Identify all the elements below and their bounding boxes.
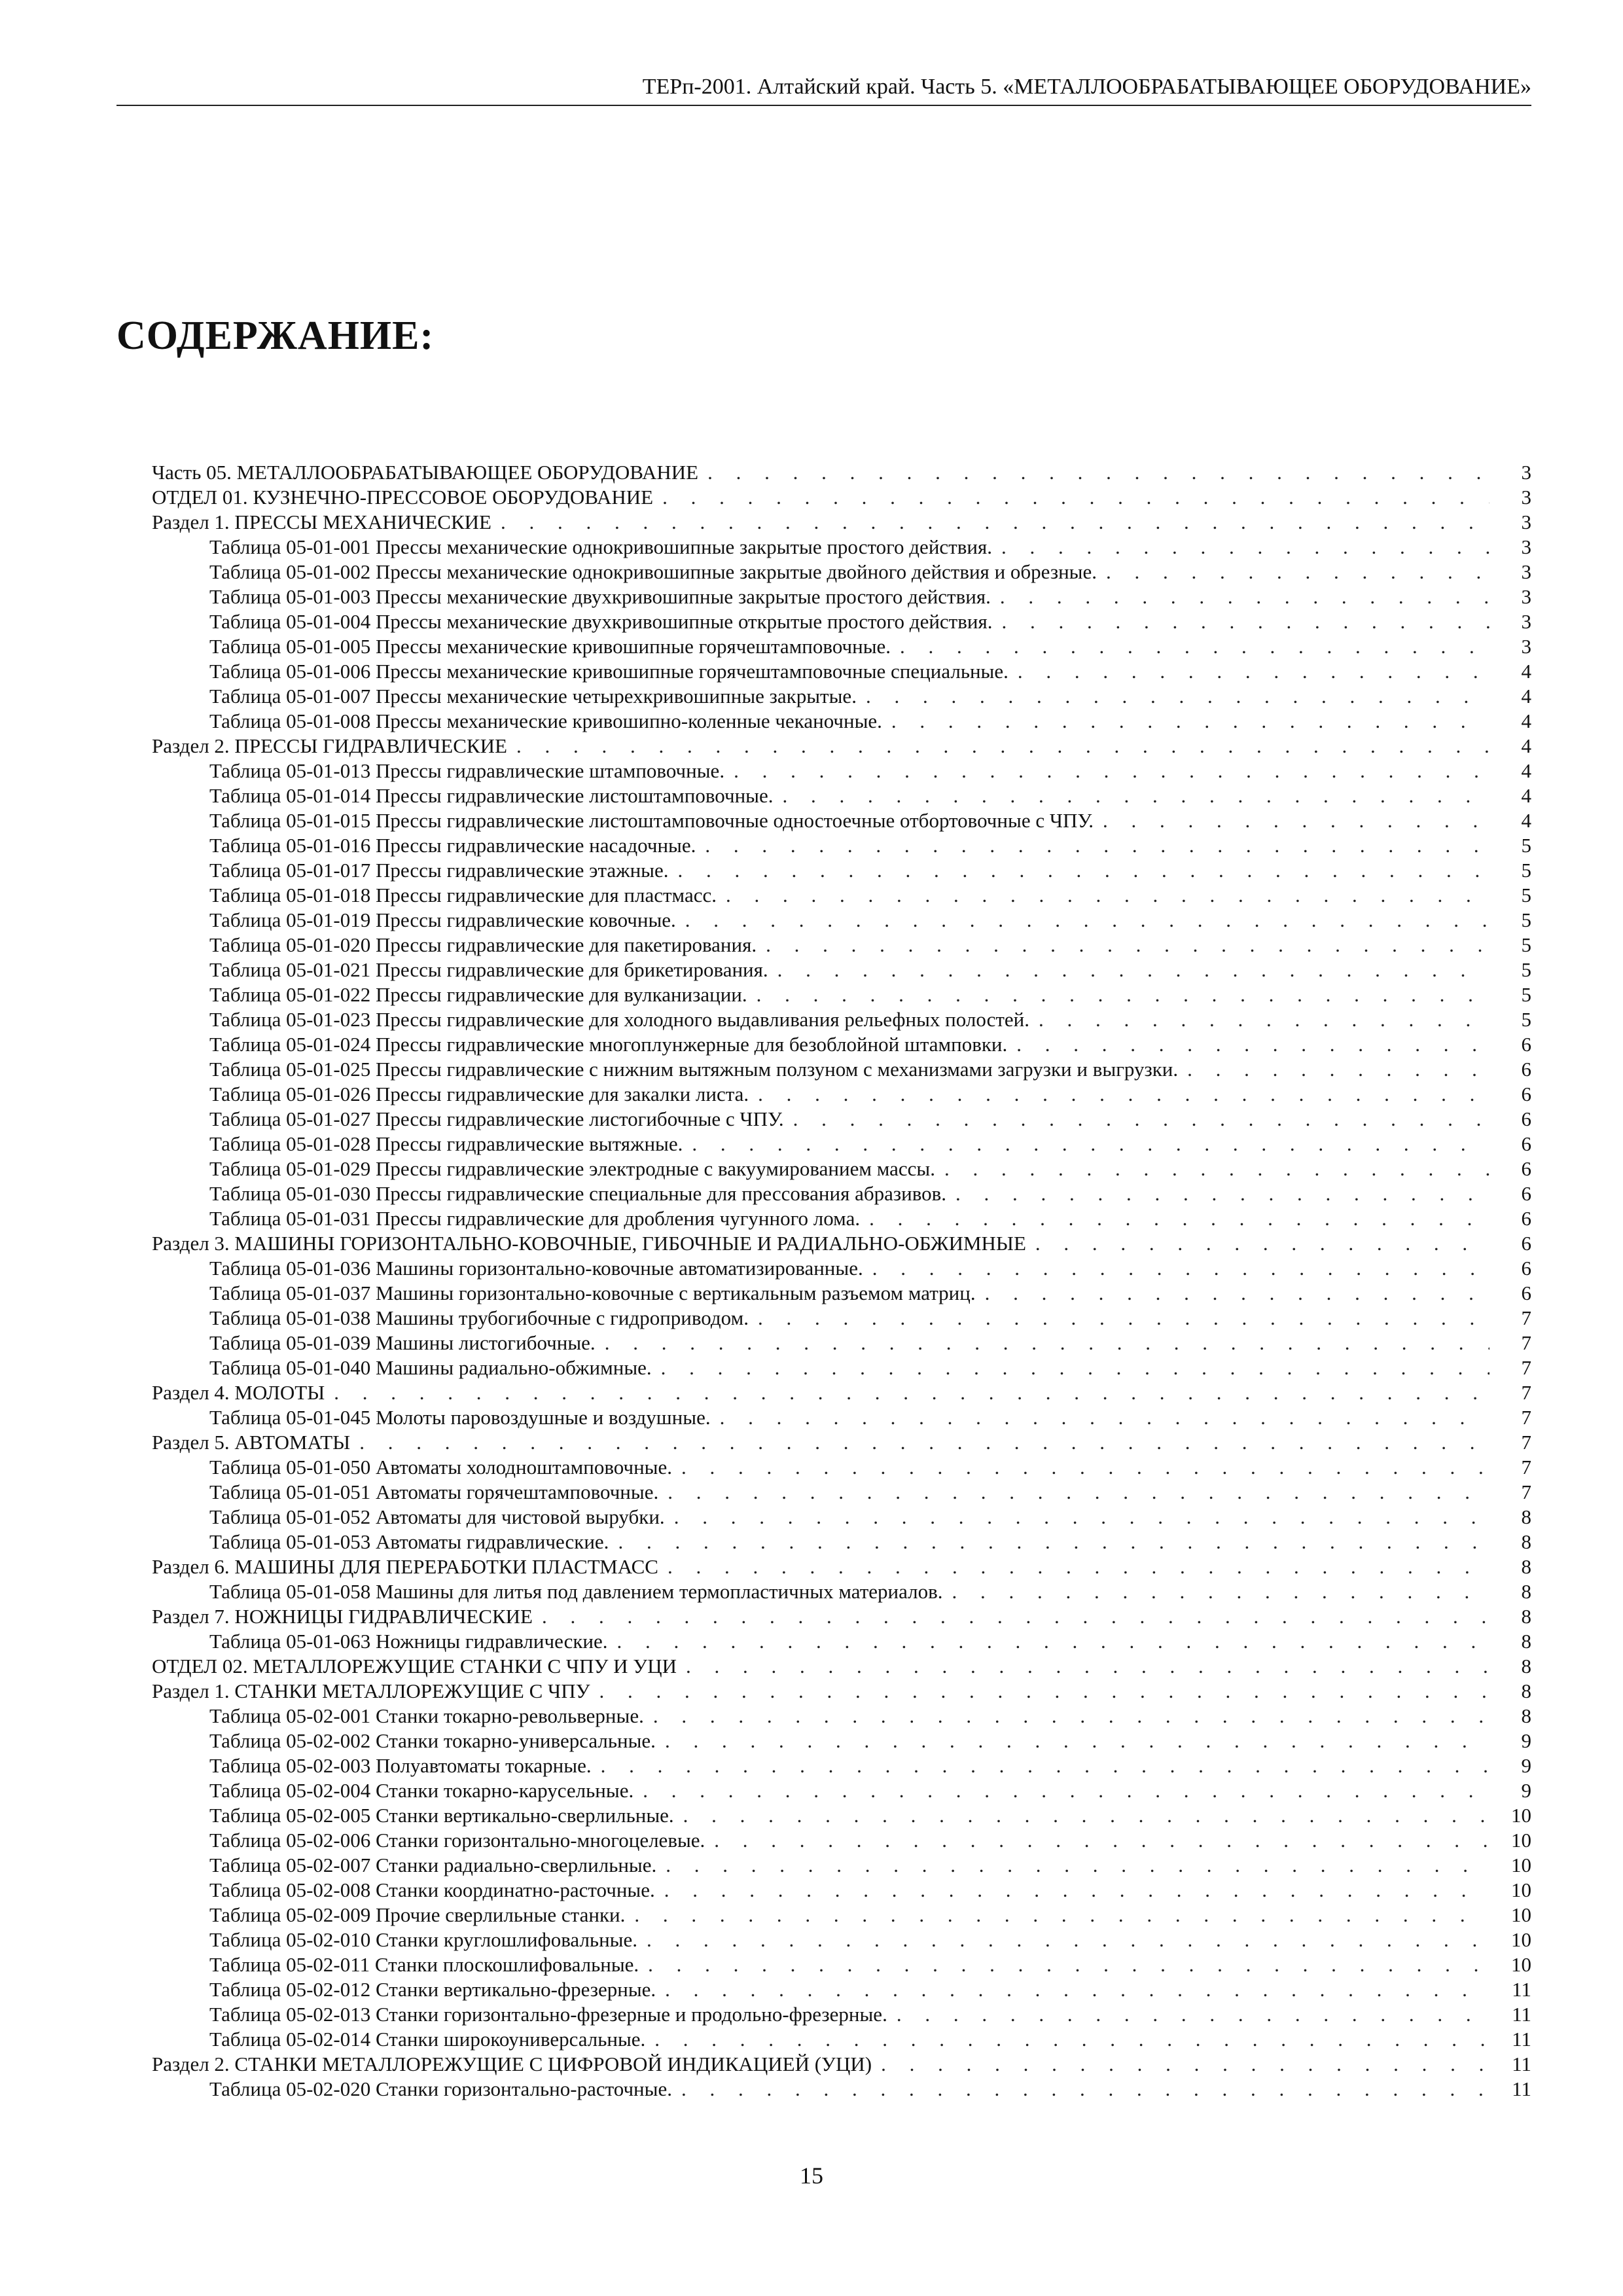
toc-entry-title: Таблица 05-01-015 Прессы гидравлические листоштамповочные одностоечные отбортовочные с ЧПУ.: [209, 809, 1094, 832]
toc-dot-leader: [542, 1604, 1489, 1629]
toc-entry-page: 4: [1521, 809, 1531, 832]
toc-dot-leader: [726, 883, 1489, 908]
toc-dot-leader: [952, 1579, 1489, 1604]
toc-entry-page: 5: [1521, 908, 1531, 931]
toc-entry-title: Таблица 05-01-051 Автоматы горячештамповочные.: [209, 1480, 659, 1503]
toc-entry-table[interactable]: [152, 709, 1531, 734]
toc-entry-title: Таблица 05-01-007 Прессы механические четырехкривошипные закрытые.: [209, 685, 857, 708]
toc-entry-title: Раздел 7. НОЖНИЦЫ ГИДРАВЛИЧЕСКИЕ: [152, 1605, 533, 1628]
toc-dot-leader: [757, 982, 1489, 1007]
toc-dot-leader: [881, 2052, 1489, 2077]
toc-dot-leader: [692, 1132, 1489, 1157]
toc-entry-title: Раздел 1. ПРЕССЫ МЕХАНИЧЕСКИЕ: [152, 511, 491, 533]
toc-dot-leader: [359, 1430, 1489, 1455]
toc-entry-table[interactable]: [152, 634, 1531, 659]
toc-entry-page: 8: [1521, 1655, 1531, 1677]
toc-dot-leader: [714, 1828, 1489, 1853]
toc-entry-page: 6: [1521, 1207, 1531, 1230]
table-of-contents: [152, 460, 1531, 2102]
toc-entry-table[interactable]: [152, 759, 1531, 783]
toc-entry-page: 4: [1521, 784, 1531, 807]
toc-entry-table[interactable]: [152, 1256, 1531, 1281]
toc-entry-page: 10: [1511, 1878, 1531, 1901]
toc-entry-title: Раздел 2. СТАНКИ МЕТАЛЛОРЕЖУЩИЕ С ЦИФРОВОЙ ИНДИКАЦИЕЙ (УЦИ): [152, 2053, 872, 2075]
toc-entry-section[interactable]: [152, 734, 1531, 759]
toc-entry-title: Таблица 05-02-002 Станки токарно-универсальные.: [209, 1729, 656, 1752]
toc-entry-page: 6: [1521, 1083, 1531, 1105]
toc-entry-title: Таблица 05-02-020 Станки горизонтально-расточные.: [209, 2077, 672, 2100]
toc-entry-title: Таблица 05-02-014 Станки широкоуниверсальные.: [209, 2028, 646, 2051]
toc-entry-title: Таблица 05-01-019 Прессы гидравлические ковочные.: [209, 908, 676, 931]
toc-entry-title: Таблица 05-02-009 Прочие сверлильные станки.: [209, 1903, 626, 1926]
toc-dot-leader: [793, 1107, 1489, 1132]
toc-entry-table[interactable]: [152, 1878, 1531, 1903]
toc-entry-page: 3: [1521, 461, 1531, 484]
toc-entry-page: 3: [1521, 560, 1531, 583]
toc-dot-leader: [1000, 584, 1489, 609]
toc-entry-title: ОТДЕЛ 01. КУЗНЕЧНО-ПРЕССОВОЕ ОБОРУДОВАНИЕ: [152, 486, 654, 509]
toc-entry-table[interactable]: [152, 684, 1531, 709]
toc-entry-table[interactable]: [152, 1480, 1531, 1505]
page-number: 15: [800, 2162, 823, 2189]
toc-entry-table[interactable]: [152, 908, 1531, 933]
toc-entry-title: Таблица 05-02-003 Полуавтоматы токарные.: [209, 1754, 592, 1777]
toc-entry-table[interactable]: [152, 535, 1531, 560]
toc-entry-title: Таблица 05-02-010 Станки круглошлифовальные.: [209, 1928, 637, 1951]
toc-dot-leader: [897, 2002, 1489, 2027]
toc-entry-page: 5: [1521, 834, 1531, 857]
toc-dot-leader: [891, 709, 1489, 734]
toc-entry-page: 4: [1521, 759, 1531, 782]
toc-entry-table[interactable]: [152, 783, 1531, 808]
toc-dot-leader: [944, 1157, 1489, 1181]
toc-entry-table[interactable]: [152, 1928, 1531, 1952]
toc-dot-leader: [1001, 609, 1489, 634]
toc-entry-page: 8: [1521, 1679, 1531, 1702]
toc-dot-leader: [705, 833, 1489, 858]
toc-entry-section[interactable]: [152, 1604, 1531, 1629]
toc-entry-section[interactable]: [152, 1679, 1531, 1704]
toc-entry-table[interactable]: [152, 584, 1531, 609]
toc-entry-table[interactable]: [152, 1778, 1531, 1803]
toc-entry-table[interactable]: [152, 1803, 1531, 1828]
toc-dot-leader: [1001, 535, 1489, 560]
toc-entry-page: 10: [1511, 1804, 1531, 1827]
toc-dot-leader: [766, 933, 1489, 958]
toc-entry-page: 6: [1521, 1157, 1531, 1180]
toc-entry-page: 9: [1521, 1729, 1531, 1752]
toc-dot-leader: [662, 485, 1489, 510]
toc-dot-leader: [1039, 1007, 1489, 1032]
toc-entry-page: 10: [1511, 1928, 1531, 1951]
toc-entry-section[interactable]: [152, 510, 1531, 535]
toc-dot-leader: [758, 1306, 1489, 1331]
toc-entry-table[interactable]: [152, 1157, 1531, 1181]
toc-entry-page: 4: [1521, 709, 1531, 732]
toc-entry-title: Таблица 05-02-007 Станки радиально-сверлильные.: [209, 1854, 657, 1876]
toc-entry-title: Таблица 05-01-029 Прессы гидравлические электродные с вакуумированием массы.: [209, 1157, 935, 1180]
toc-entry-page: 5: [1521, 884, 1531, 906]
toc-dot-leader: [955, 1181, 1489, 1206]
toc-entry-page: 11: [1512, 2028, 1531, 2051]
running-header: ТЕРп-2001. Алтайский край. Часть 5. «МЕТАЛЛООБРАБАТЫВАЮЩЕЕ ОБОРУДОВАНИЕ»: [642, 75, 1531, 99]
toc-entry-page: 10: [1511, 1903, 1531, 1926]
toc-entry-page: 7: [1521, 1381, 1531, 1404]
toc-entry-section[interactable]: [152, 1554, 1531, 1579]
toc-entry-title: Таблица 05-01-006 Прессы механические кривошипные горячештамповочные специальные.: [209, 660, 1008, 683]
toc-entry-table[interactable]: [152, 858, 1531, 883]
toc-dot-leader: [681, 2077, 1489, 2102]
toc-entry-page: 8: [1521, 1530, 1531, 1553]
toc-entry-table[interactable]: [152, 982, 1531, 1007]
toc-entry-title: Таблица 05-01-053 Автоматы гидравлические.: [209, 1530, 609, 1553]
toc-dot-leader: [683, 1803, 1489, 1828]
toc-entry-title: Таблица 05-01-004 Прессы механические двухкривошипные открытые простого действия.: [209, 610, 993, 633]
toc-entry-page: 6: [1521, 1182, 1531, 1205]
toc-entry-table[interactable]: [152, 1107, 1531, 1132]
toc-entry-page: 4: [1521, 685, 1531, 708]
toc-entry-title: Таблица 05-01-022 Прессы гидравлические для вулканизации.: [209, 983, 747, 1006]
toc-entry-title: Таблица 05-02-006 Станки горизонтально-многоцелевые.: [209, 1829, 705, 1852]
toc-entry-title: Раздел 4. МОЛОТЫ: [152, 1381, 325, 1404]
toc-entry-page: 8: [1521, 1630, 1531, 1653]
toc-entry-table[interactable]: [152, 560, 1531, 584]
toc-entry-page: 11: [1512, 2077, 1531, 2100]
toc-entry-table[interactable]: [152, 1206, 1531, 1231]
toc-entry-title: Таблица 05-01-021 Прессы гидравлические для брикетирования.: [209, 958, 768, 981]
toc-entry-page: 7: [1521, 1456, 1531, 1479]
toc-entry-table[interactable]: [152, 2077, 1531, 2102]
toc-dot-leader: [516, 734, 1489, 759]
toc-entry-title: Таблица 05-01-013 Прессы гидравлические штамповочные.: [209, 759, 725, 782]
toc-entry-page: 6: [1521, 1232, 1531, 1255]
toc-entry-title: Раздел 5. АВТОМАТЫ: [152, 1431, 351, 1454]
toc-entry-table[interactable]: [152, 2027, 1531, 2052]
toc-entry-title: Таблица 05-01-026 Прессы гидравлические для закалки листа.: [209, 1083, 749, 1105]
toc-dot-leader: [686, 1654, 1489, 1679]
toc-entry-title: Таблица 05-01-017 Прессы гидравлические этажные.: [209, 859, 669, 882]
toc-entry-table[interactable]: [152, 1579, 1531, 1604]
toc-entry-section[interactable]: [152, 485, 1531, 510]
toc-dot-leader: [681, 1455, 1489, 1480]
toc-dot-leader: [734, 759, 1489, 783]
toc-dot-leader: [866, 684, 1489, 709]
toc-entry-title: Таблица 05-01-027 Прессы гидравлические листогибочные с ЧПУ.: [209, 1107, 784, 1130]
toc-entry-page: 3: [1521, 635, 1531, 658]
toc-entry-page: 7: [1521, 1306, 1531, 1329]
toc-entry-title: Раздел 6. МАШИНЫ ДЛЯ ПЕРЕРАБОТКИ ПЛАСТМАСС: [152, 1555, 658, 1578]
toc-entry-title: Таблица 05-01-005 Прессы механические кривошипные горячештамповочные.: [209, 635, 891, 658]
toc-entry-page: 4: [1521, 734, 1531, 757]
toc-entry-title: Таблица 05-02-011 Станки плоскошлифовальные.: [209, 1953, 639, 1976]
toc-entry-table[interactable]: [152, 1828, 1531, 1853]
toc-dot-leader: [661, 1355, 1489, 1380]
toc-entry-page: 7: [1521, 1406, 1531, 1429]
toc-entry-title: Таблица 05-01-031 Прессы гидравлические для дробления чугунного лома.: [209, 1207, 861, 1230]
toc-entry-title: Таблица 05-01-001 Прессы механические однокривошипные закрытые простого действия.: [209, 535, 992, 558]
toc-entry-page: 5: [1521, 958, 1531, 981]
toc-dot-leader: [1035, 1231, 1489, 1256]
toc-dot-leader: [1018, 659, 1489, 684]
toc-entry-page: 11: [1512, 2003, 1531, 2026]
toc-dot-leader: [668, 1480, 1489, 1505]
toc-entry-page: 5: [1521, 1008, 1531, 1031]
toc-entry-page: 6: [1521, 1058, 1531, 1081]
toc-entry-title: Таблица 05-01-008 Прессы механические кривошипно-коленные чеканочные.: [209, 709, 882, 732]
toc-entry-title: Таблица 05-01-028 Прессы гидравлические вытяжные.: [209, 1132, 683, 1155]
toc-entry-page: 6: [1521, 1033, 1531, 1056]
toc-entry-table[interactable]: [152, 1704, 1531, 1729]
toc-entry-page: 6: [1521, 1132, 1531, 1155]
toc-entry-section[interactable]: [152, 1430, 1531, 1455]
toc-entry-title: Таблица 05-01-003 Прессы механические двухкривошипные закрытые простого действия.: [209, 585, 991, 608]
toc-entry-table[interactable]: [152, 1032, 1531, 1057]
toc-entry-page: 8: [1521, 1555, 1531, 1578]
toc-entry-section[interactable]: [152, 2052, 1531, 2077]
toc-entry-title: Таблица 05-01-002 Прессы механические однокривошипные закрытые двойного действия и обрезные.: [209, 560, 1097, 583]
toc-entry-table[interactable]: [152, 1132, 1531, 1157]
toc-entry-table[interactable]: [152, 2002, 1531, 2027]
toc-dot-leader: [643, 1778, 1489, 1803]
toc-entry-page: 5: [1521, 859, 1531, 882]
toc-entry-page: 5: [1521, 933, 1531, 956]
toc-entry-title: Таблица 05-02-005 Станки вертикально-сверлильные.: [209, 1804, 674, 1827]
toc-entry-title: Таблица 05-01-037 Машины горизонтально-ковочные с вертикальным разъемом матриц.: [209, 1282, 976, 1304]
toc-entry-table[interactable]: [152, 609, 1531, 634]
toc-entry-page: 8: [1521, 1580, 1531, 1603]
toc-dot-leader: [872, 1256, 1489, 1281]
toc-entry-title: Таблица 05-01-014 Прессы гидравлические листоштамповочные.: [209, 784, 774, 807]
toc-dot-leader: [599, 1679, 1489, 1704]
toc-entry-title: Таблица 05-01-023 Прессы гидравлические для холодного выдавливания рельефных полостей.: [209, 1008, 1030, 1031]
toc-dot-leader: [758, 1082, 1489, 1107]
toc-entry-title: Таблица 05-01-025 Прессы гидравлические с нижним вытяжным ползуном с механизмами загрузки и выгрузки.: [209, 1058, 1179, 1081]
toc-entry-table[interactable]: [152, 1355, 1531, 1380]
toc-entry-table[interactable]: [152, 1903, 1531, 1928]
toc-dot-leader: [664, 1878, 1489, 1903]
toc-entry-title: Таблица 05-01-020 Прессы гидравлические для пакетирования.: [209, 933, 757, 956]
toc-entry-title: Таблица 05-01-039 Машины листогибочные.: [209, 1331, 596, 1354]
toc-entry-table[interactable]: [152, 1455, 1531, 1480]
toc-entry-title: Часть 05. МЕТАЛЛООБРАБАТЫВАЮЩЕЕ ОБОРУДОВАНИЕ: [152, 461, 699, 484]
toc-entry-title: Таблица 05-01-024 Прессы гидравлические многоплунжерные для безоблойной штамповки.: [209, 1033, 1008, 1056]
toc-dot-leader: [654, 2027, 1489, 2052]
toc-entry-table[interactable]: [152, 1629, 1531, 1654]
toc-entry-page: 6: [1521, 1257, 1531, 1280]
toc-dot-leader: [1187, 1057, 1489, 1082]
toc-entry-table[interactable]: [152, 1331, 1531, 1355]
toc-dot-leader: [869, 1206, 1489, 1231]
toc-entry-page: 8: [1521, 1605, 1531, 1628]
toc-entry-title: Таблица 05-01-036 Машины горизонтально-ковочные автоматизированные.: [209, 1257, 863, 1280]
toc-dot-leader: [334, 1380, 1489, 1405]
toc-dot-leader: [1016, 1032, 1489, 1057]
toc-dot-leader: [665, 1729, 1489, 1753]
toc-entry-title: ОТДЕЛ 02. МЕТАЛЛОРЕЖУЩИЕ СТАНКИ С ЧПУ И УЦИ: [152, 1655, 677, 1677]
toc-entry-page: 3: [1521, 486, 1531, 509]
toc-entry-table[interactable]: [152, 1281, 1531, 1306]
toc-entry-table[interactable]: [152, 1405, 1531, 1430]
toc-dot-leader: [665, 1977, 1489, 2002]
toc-dot-leader: [678, 858, 1490, 883]
toc-entry-page: 9: [1521, 1754, 1531, 1777]
toc-entry-page: 6: [1521, 1107, 1531, 1130]
toc-dot-leader: [707, 460, 1489, 485]
toc-entry-table[interactable]: [152, 1505, 1531, 1530]
toc-entry-section[interactable]: [152, 1231, 1531, 1256]
toc-entry-title: Таблица 05-01-052 Автоматы для чистовой вырубки.: [209, 1505, 665, 1528]
toc-dot-leader: [900, 634, 1489, 659]
toc-entry-page: 10: [1511, 1953, 1531, 1976]
toc-entry-table[interactable]: [152, 1729, 1531, 1753]
toc-entry-title: Таблица 05-02-001 Станки токарно-револьверные.: [209, 1704, 644, 1727]
toc-entry-title: Таблица 05-02-008 Станки координатно-расточные.: [209, 1878, 655, 1901]
toc-entry-page: 7: [1521, 1480, 1531, 1503]
toc-dot-leader: [647, 1928, 1489, 1952]
toc-entry-title: Таблица 05-01-063 Ножницы гидравлические.: [209, 1630, 608, 1653]
toc-entry-table[interactable]: [152, 1007, 1531, 1032]
toc-entry-title: Таблица 05-02-004 Станки токарно-карусельные.: [209, 1779, 634, 1802]
toc-entry-table[interactable]: [152, 659, 1531, 684]
toc-dot-leader: [720, 1405, 1489, 1430]
toc-entry-section[interactable]: [152, 1654, 1531, 1679]
toc-dot-leader: [666, 1853, 1489, 1878]
toc-entry-table[interactable]: [152, 1530, 1531, 1554]
toc-dot-leader: [501, 510, 1489, 535]
toc-dot-leader: [674, 1505, 1489, 1530]
toc-entry-page: 10: [1511, 1829, 1531, 1852]
toc-entry-table[interactable]: [152, 1753, 1531, 1778]
toc-entry-table[interactable]: [152, 1952, 1531, 1977]
toc-entry-table[interactable]: [152, 958, 1531, 982]
toc-entry-title: Таблица 05-02-012 Станки вертикально-фрезерные.: [209, 1978, 656, 2001]
toc-entry-page: 9: [1521, 1779, 1531, 1802]
toc-entry-page: 3: [1521, 511, 1531, 533]
toc-entry-title: Таблица 05-01-030 Прессы гидравлические специальные для прессования абразивов.: [209, 1182, 947, 1205]
toc-entry-title: Таблица 05-02-013 Станки горизонтально-фрезерные и продольно-фрезерные.: [209, 2003, 887, 2026]
toc-entry-table[interactable]: [152, 833, 1531, 858]
toc-dot-leader: [605, 1331, 1489, 1355]
toc-dot-leader: [1103, 808, 1489, 833]
toc-entry-table[interactable]: [152, 808, 1531, 833]
toc-dot-leader: [634, 1903, 1489, 1928]
toc-entry-page: 3: [1521, 535, 1531, 558]
page-title: СОДЕРЖАНИЕ:: [116, 314, 435, 358]
toc-entry-page: 8: [1521, 1505, 1531, 1528]
toc-entry-title: Таблица 05-01-058 Машины для литья под давлением термопластичных материалов.: [209, 1580, 943, 1603]
toc-entry-page: 3: [1521, 585, 1531, 608]
toc-entry-title: Таблица 05-01-038 Машины трубогибочные с гидроприводом.: [209, 1306, 749, 1329]
toc-entry-title: Таблица 05-01-050 Автоматы холодноштамповочные.: [209, 1456, 673, 1479]
toc-dot-leader: [685, 908, 1489, 933]
toc-entry-title: Таблица 05-01-045 Молоты паровоздушные и воздушные.: [209, 1406, 711, 1429]
toc-dot-leader: [617, 1629, 1489, 1654]
toc-entry-title: Раздел 2. ПРЕССЫ ГИДРАВЛИЧЕСКИЕ: [152, 734, 507, 757]
toc-entry-page: 7: [1521, 1431, 1531, 1454]
toc-entry-page: 7: [1521, 1356, 1531, 1379]
toc-entry-table[interactable]: [152, 1306, 1531, 1331]
toc-entry-title: Раздел 1. СТАНКИ МЕТАЛЛОРЕЖУЩИЕ С ЧПУ: [152, 1679, 590, 1702]
header-rule: [116, 105, 1531, 106]
toc-entry-table[interactable]: [152, 1181, 1531, 1206]
toc-dot-leader: [783, 783, 1489, 808]
toc-entry-title: Таблица 05-01-016 Прессы гидравлические насадочные.: [209, 834, 696, 857]
toc-dot-leader: [601, 1753, 1489, 1778]
toc-entry-table[interactable]: [152, 1853, 1531, 1878]
toc-entry-section[interactable]: [152, 1380, 1531, 1405]
toc-entry-title: Таблица 05-01-040 Машины радиально-обжимные.: [209, 1356, 652, 1379]
toc-entry-page: 11: [1512, 2053, 1531, 2075]
toc-entry-title: Раздел 3. МАШИНЫ ГОРИЗОНТАЛЬНО-КОВОЧНЫЕ, ГИБОЧНЫЕ И РАДИАЛЬНО-ОБЖИМНЫЕ: [152, 1232, 1026, 1255]
toc-dot-leader: [1106, 560, 1489, 584]
toc-dot-leader: [777, 958, 1489, 982]
toc-entry-table[interactable]: [152, 933, 1531, 958]
toc-entry-page: 11: [1512, 1978, 1531, 2001]
toc-entry-page: 3: [1521, 610, 1531, 633]
toc-dot-leader: [985, 1281, 1489, 1306]
toc-dot-leader: [648, 1952, 1489, 1977]
toc-entry-table[interactable]: [152, 883, 1531, 908]
toc-entry-page: 7: [1521, 1331, 1531, 1354]
toc-dot-leader: [653, 1704, 1489, 1729]
toc-entry-table[interactable]: [152, 1082, 1531, 1107]
toc-entry-table[interactable]: [152, 1977, 1531, 2002]
toc-entry-title: Таблица 05-01-018 Прессы гидравлические для пластмасс.: [209, 884, 717, 906]
toc-dot-leader: [668, 1554, 1489, 1579]
toc-entry-page: 5: [1521, 983, 1531, 1006]
toc-entry-page: 4: [1521, 660, 1531, 683]
toc-entry-page: 8: [1521, 1704, 1531, 1727]
toc-entry-page: 6: [1521, 1282, 1531, 1304]
toc-dot-leader: [618, 1530, 1489, 1554]
toc-entry-page: 10: [1511, 1854, 1531, 1876]
toc-entry-section[interactable]: [152, 460, 1531, 485]
toc-entry-table[interactable]: [152, 1057, 1531, 1082]
